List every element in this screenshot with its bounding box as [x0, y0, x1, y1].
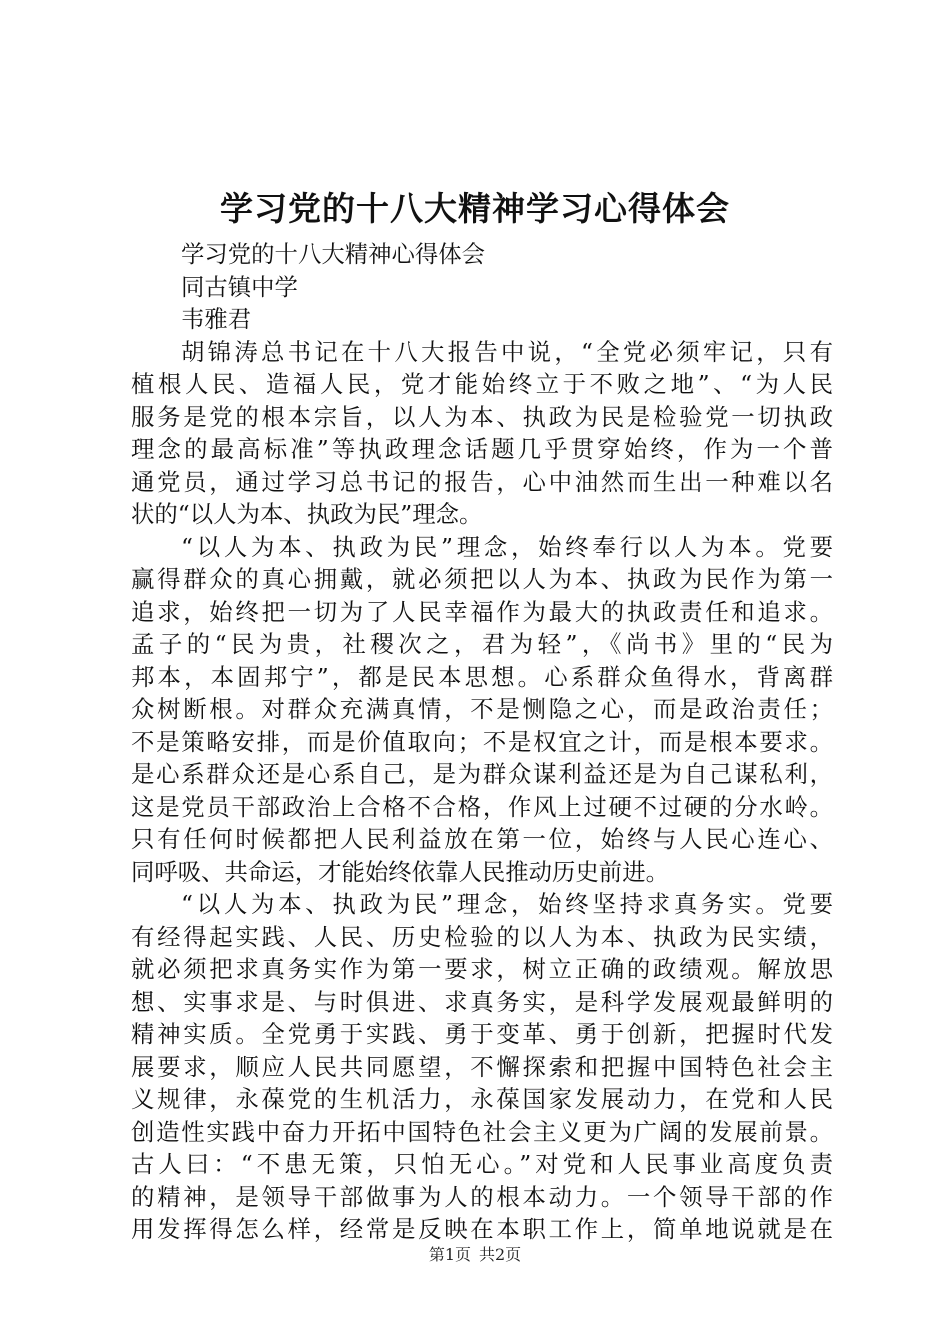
- paragraph-line: 孟子的“民为贵，社稷次之，君为轻”，《尚书》里的“民为: [131, 630, 833, 658]
- paragraph-line: “以人为本、执政为民”理念，始终坚持求真务实。党要: [181, 890, 833, 918]
- page-footer: [0, 1244, 950, 1266]
- paragraph-line: 理念的最高标准”等执政理念话题几乎贯穿始终，作为一个普: [131, 435, 833, 463]
- paragraph-line: 状的“以人为本、执政为民”理念。: [131, 500, 483, 528]
- document-body: [131, 238, 833, 1246]
- paragraph-line: 古人曰：“不患无策，只怕无心。”对党和人民事业高度负责: [131, 1150, 833, 1178]
- paragraph-line: 创造性实践中奋力开拓中国特色社会主义更为广阔的发展前景。: [131, 1117, 833, 1146]
- paragraph-line: 同呼吸、共命运，才能始终依靠人民推动历史前进。: [131, 857, 669, 886]
- paragraph-line: 众树断根。对群众充满真情，不是恻隐之心，而是政治责任；: [131, 695, 833, 723]
- document-title: 学习党的十八大精神学习心得体会: [220, 189, 730, 228]
- paragraph-line: 就必须把求真务实作为第一要求，树立正确的政绩观。解放思: [131, 955, 833, 983]
- paragraph-line: 是心系群众还是心系自己，是为群众谋利益还是为自己谋私利，: [131, 760, 833, 788]
- paragraph-3: [131, 888, 833, 1246]
- author-name: 韦雅君: [181, 305, 252, 333]
- paragraph-line: 服务是党的根本宗旨，以人为本、执政为民是检验党一切执政: [131, 402, 833, 431]
- paragraph-line: 精神实质。全党勇于实践、勇于变革、勇于创新，把握时代发: [131, 1020, 833, 1048]
- paragraph-line: 追求，始终把一切为了人民幸福作为最大的执政责任和追求。: [131, 597, 833, 626]
- paragraph-line: 想、实事求是、与时俱进、求真务实，是科学发展观最鲜明的: [131, 987, 833, 1016]
- paragraph-line: 植根人民、造福人民，党才能始终立于不败之地”、“为人民: [131, 370, 833, 398]
- paragraph-line: 这是党员干部政治上合格不合格，作风上过硬不过硬的分水岭。: [131, 792, 833, 821]
- paragraph-2: [131, 531, 833, 889]
- paragraph-line: 不是策略安排，而是价值取向；不是权宜之计，而是根本要求。: [131, 727, 833, 756]
- paragraph-line: 通党员，通过学习总书记的报告，心中油然而生出一种难以名: [131, 467, 833, 496]
- paragraph-1: [131, 336, 833, 531]
- document-subtitle: 学习党的十八大精神心得体会: [181, 240, 486, 268]
- paragraph-line: 只有任何时候都把人民利益放在第一位，始终与人民心连心、: [131, 825, 833, 853]
- school-name: 同古镇中学: [181, 272, 298, 301]
- paragraph-line: 用发挥得怎么样，经常是反映在本职工作上，简单地说就是在: [131, 1215, 833, 1243]
- paragraph-line: 义规律，永葆党的生机活力，永葆国家发展动力，在党和人民: [131, 1085, 833, 1113]
- paragraph-line: 的精神，是领导干部做事为人的根本动力。一个领导干部的作: [131, 1182, 833, 1211]
- paragraph-line: “以人为本、执政为民”理念，始终奉行以人为本。党要: [181, 532, 833, 561]
- paragraph-line: 胡锦涛总书记在十八大报告中说，“全党必须牢记，只有: [181, 337, 833, 366]
- page-total: 共2页: [479, 1245, 522, 1264]
- paragraph-line: 邦本，本固邦宁”，都是民本思想。心系群众鱼得水，背离群: [131, 662, 833, 691]
- paragraph-line: 有经得起实践、人民、历史检验的以人为本、执政为民实绩，: [131, 922, 833, 951]
- paragraph-line: 赢得群众的真心拥戴，就必须把以人为本、执政为民作为第一: [131, 565, 833, 593]
- paragraph-line: 展要求，顺应人民共同愿望，不懈探索和把握中国特色社会主: [131, 1052, 833, 1081]
- page-number: 第1页: [428, 1245, 471, 1264]
